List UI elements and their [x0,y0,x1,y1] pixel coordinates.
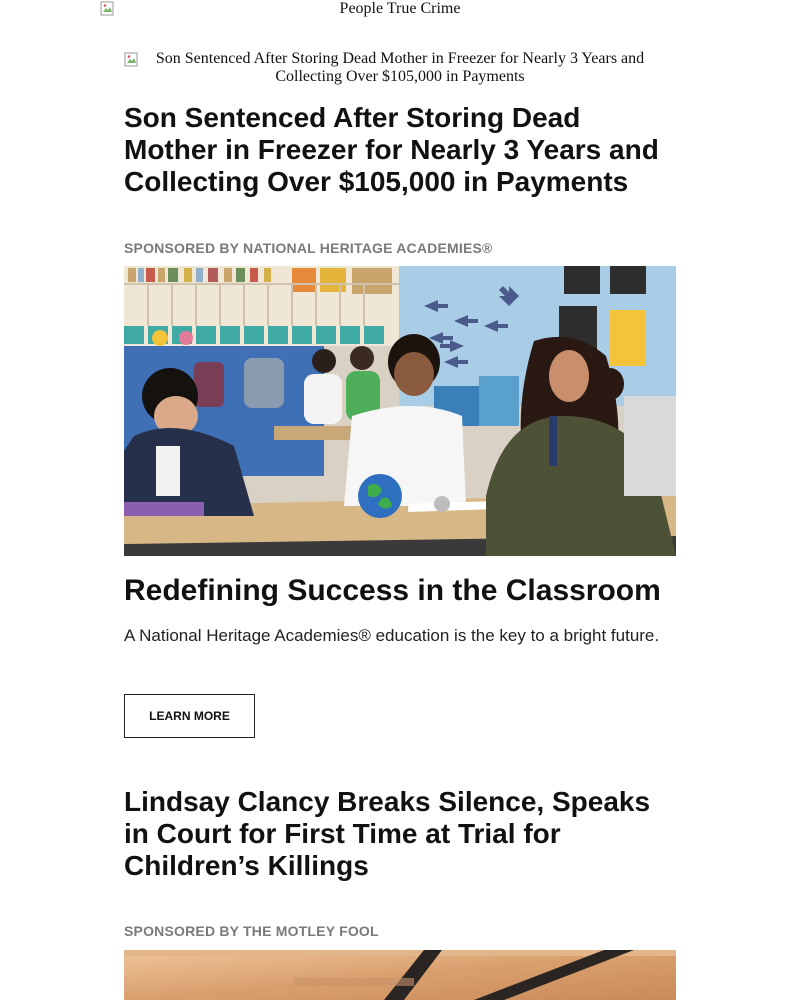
sponsored-ad-description: A National Heritage Academies® education is the key to a bright future. [124,626,660,645]
classroom-photo [124,266,676,556]
story1-headline-link[interactable]: Son Sentenced After Storing Dead Mother in Freezer for Nearly 3 Years and Collecting Over $105,000 in Payments [124,102,659,197]
sponsored-ad-title[interactable]: Redefining Success in the Classroom [124,574,661,607]
story1-image-alt-text: Son Sentenced After Storing Dead Mother in Freezer for Nearly 3 Years and Collecting Over $105,000 in Payments [155,50,645,85]
learn-more-button[interactable]: LEARN MORE [124,694,255,738]
story2-headline-link[interactable]: Lindsay Clancy Breaks Silence, Speaks in Court for First Time at Trial for Children’s Killings [124,786,651,881]
sponsored-label: SPONSORED BY THE MOTLEY FOOL [124,923,379,939]
sponsored-label: SPONSORED BY NATIONAL HERITAGE ACADEMIES® [124,240,493,256]
sponsored-ad-image[interactable] [124,950,676,1000]
logo-link[interactable] [0,0,800,20]
sponsored-ad-image[interactable] [124,266,676,556]
logo-alt-text: People True Crime [339,0,461,17]
sponsored-photo [124,950,676,1000]
